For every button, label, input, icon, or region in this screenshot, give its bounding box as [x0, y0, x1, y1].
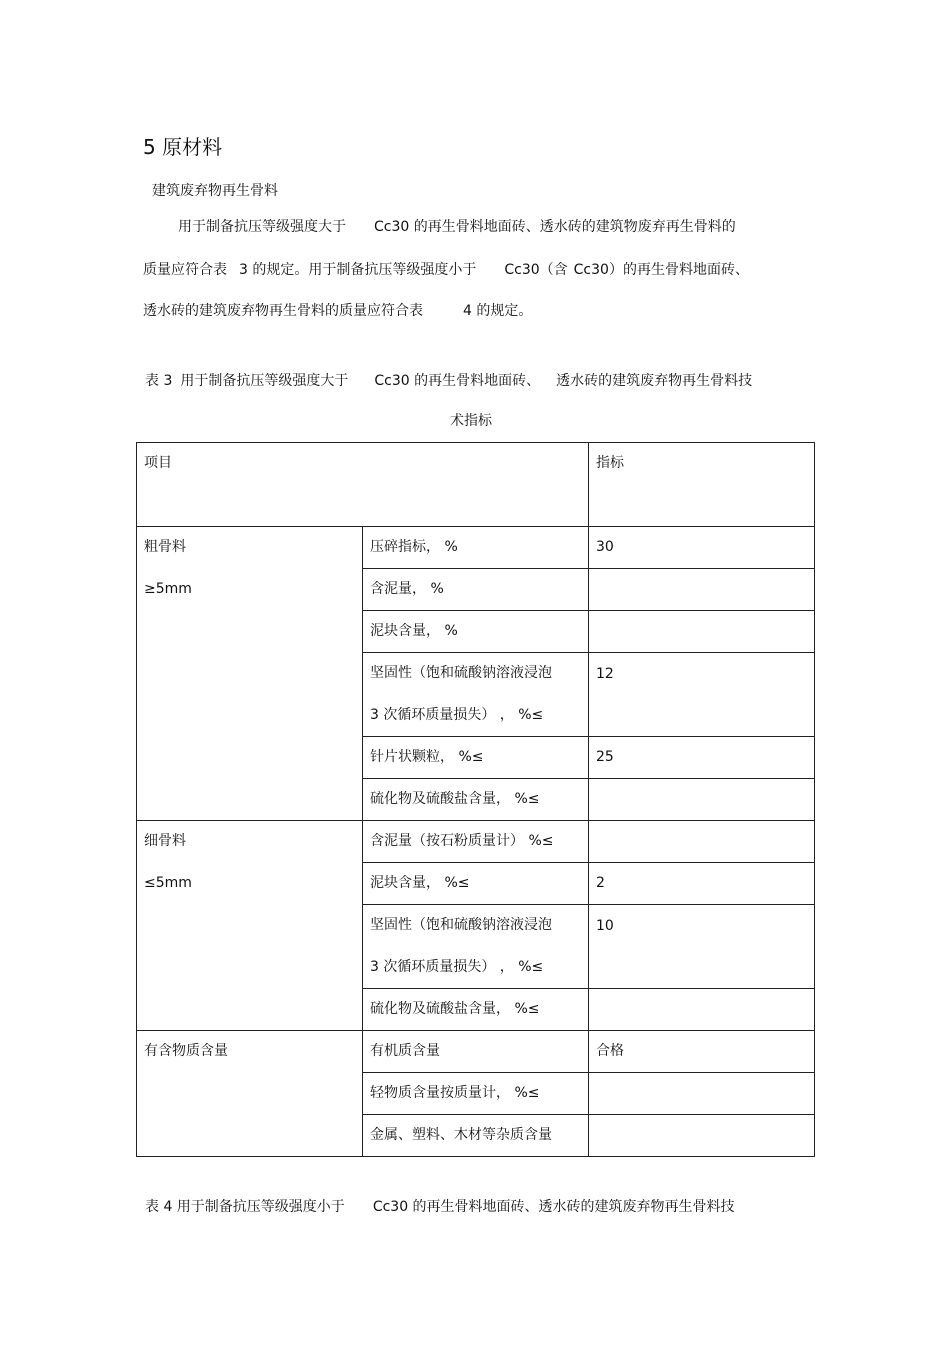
item-text: 泥块含量， % [370, 623, 458, 639]
caption-text: 透水砖的建筑废弃物再生骨料技 [556, 373, 753, 389]
paragraph-text: 质量应符合表 [143, 262, 227, 278]
value-cell [589, 569, 815, 611]
group-label-cell [137, 821, 363, 1031]
caption-text: 表 4 用于制备抗压等级强度小于 [145, 1199, 345, 1215]
item-text: 含泥量， % [370, 581, 444, 597]
paragraph-line-3 [143, 304, 532, 318]
caption-text: Cc30 的再生骨料地面砖、 [374, 373, 541, 389]
header-index: 指标 [589, 443, 815, 527]
item-text: 金属、塑料、木材等杂质含量 [370, 1127, 552, 1143]
item-text: 硫化物及硫酸盐含量， %≤ [370, 791, 540, 807]
item-text: 含泥量（按石粉质量计） %≤ [370, 833, 554, 849]
item-cell [363, 1115, 589, 1157]
table-caption [145, 370, 752, 390]
item-cell [363, 863, 589, 905]
subsection-heading: 建筑废弃物再生骨料 [152, 183, 278, 199]
group-name: 粗骨料 [144, 539, 186, 555]
value-cell [589, 653, 815, 737]
paragraph-text: 用于制备抗压等级强度大于 [178, 219, 346, 235]
paragraph-text: 4 的规定。 [463, 303, 533, 319]
value-cell [589, 989, 815, 1031]
table-row [137, 527, 815, 569]
item-cell [363, 1031, 589, 1073]
value-text: 2 [596, 875, 605, 891]
paragraph-text: Cc30 的再生骨料地面砖、透水砖的建筑物废弃再生骨料的 [374, 219, 736, 235]
value-cell [589, 1031, 815, 1073]
item-text: 3 次循环质量损失） ， %≤ [370, 959, 544, 975]
item-text: 针片状颗粒， %≤ [370, 749, 484, 765]
item-cell [363, 737, 589, 779]
group-label-cell [137, 1031, 363, 1157]
value-text: 25 [596, 749, 614, 765]
item-text: 坚固性（饱和硫酸钠溶液浸泡 [370, 665, 552, 681]
header-item: 项目 [137, 443, 589, 527]
item-text: 轻物质含量按质量计， %≤ [370, 1085, 540, 1101]
table-row [137, 1031, 815, 1073]
item-cell [363, 1073, 589, 1115]
value-cell [589, 1073, 815, 1115]
item-cell [363, 569, 589, 611]
paragraph-text: Cc30）的再生骨料地面砖、 [573, 262, 749, 278]
value-text: 30 [596, 539, 614, 555]
value-cell [589, 527, 815, 569]
paragraph-line-2 [143, 263, 749, 277]
item-cell [363, 905, 589, 989]
value-cell [589, 779, 815, 821]
group-size: ≤5mm [144, 875, 192, 891]
value-cell [589, 905, 815, 989]
item-text: 硫化物及硫酸盐含量， %≤ [370, 1001, 540, 1017]
item-cell [363, 821, 589, 863]
group-size: ≥5mm [144, 581, 192, 597]
value-cell [589, 737, 815, 779]
specification-table [136, 442, 815, 1157]
item-cell [363, 611, 589, 653]
paragraph-text: 透水砖的建筑废弃物再生骨料的质量应符合表 [143, 303, 423, 319]
caption-text: 表 3 [145, 373, 173, 389]
table-caption-continued: 术指标 [450, 413, 492, 429]
value-text: 12 [596, 666, 614, 682]
item-text: 泥块含量， %≤ [370, 875, 470, 891]
section-heading: 5 原材料 [143, 135, 223, 159]
item-cell [363, 527, 589, 569]
item-text: 压碎指标， % [370, 539, 458, 555]
item-text: 坚固性（饱和硫酸钠溶液浸泡 [370, 917, 552, 933]
table4-caption [145, 1196, 735, 1216]
value-text: 合格 [596, 1043, 624, 1059]
item-text: 有机质含量 [370, 1043, 440, 1059]
item-cell [363, 989, 589, 1031]
group-label-cell [137, 527, 363, 821]
table-row [137, 821, 815, 863]
paragraph-text: 3 的规定。用于制备抗压等级强度小于 [239, 262, 477, 278]
group-name: 细骨料 [144, 833, 186, 849]
item-text: 3 次循环质量损失） ， %≤ [370, 707, 544, 723]
value-cell [589, 863, 815, 905]
paragraph-line-1 [178, 220, 736, 234]
item-cell [363, 653, 589, 737]
value-cell [589, 1115, 815, 1157]
caption-text: 用于制备抗压等级强度大于 [180, 373, 349, 389]
value-text: 10 [596, 918, 614, 934]
value-cell [589, 821, 815, 863]
caption-text: Cc30 的再生骨料地面砖、透水砖的建筑废弃物再生骨料技 [372, 1199, 735, 1215]
paragraph-text: Cc30（含 [504, 262, 568, 278]
item-cell [363, 779, 589, 821]
group-name: 有含物质含量 [144, 1043, 228, 1059]
value-cell [589, 611, 815, 653]
